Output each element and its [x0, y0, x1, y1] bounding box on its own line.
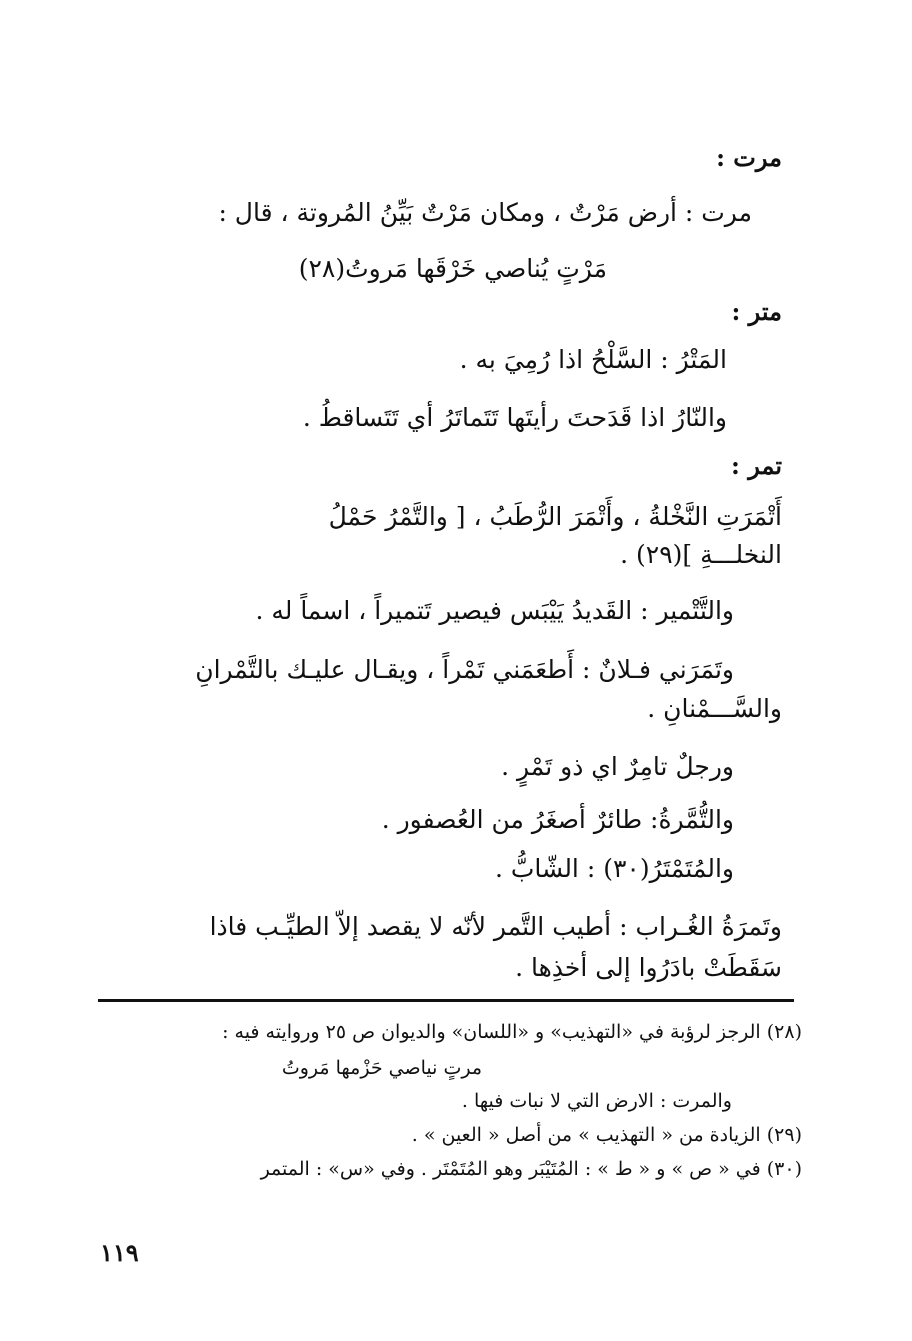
footnote-28-note: والمرت : الارض التي لا نبات فيها .: [461, 1090, 732, 1112]
entry-text: أَتْمَرَتِ النَّخْلةُ ، وأَتْمَرَ الرُّطَبُ ، [ والتَّمْرُ حَمْلُ: [328, 502, 782, 531]
page-number: ١١٩: [100, 1238, 139, 1267]
entry-text: والتَّتْمير : القَديدُ يَيْبَس فيصير تَتميراً ، اسماً له .: [255, 596, 734, 625]
entry-text: وتَمرَةُ الغُـراب : أطيب التَّمر لأنّه لا يقصد إلاّ الطيِّـب فاذا: [209, 912, 782, 941]
entry-heading-mart: مرت :: [716, 143, 782, 172]
entry-text: ورجلٌ تامِرٌ اي ذو تَمْرٍ .: [501, 752, 734, 781]
footnote-30: (٣٠) في « ص » و « ط » : المُتَيْبَر وهو المُتَمْتَر . وفي «س» : المتمر: [260, 1158, 802, 1180]
verse-line: مَرْتٍ يُناصي خَرْقَها مَروتُ(٢٨): [298, 254, 607, 283]
entry-text: المَتْرُ : السَّلْحُ اذا رُمِيَ به .: [459, 345, 727, 374]
entry-text: والسَّـــمْنانِ .: [647, 694, 782, 723]
entry-text: والتُّمَّرةُ: طائرٌ أصغَرُ من العُصفور .: [381, 805, 734, 834]
entry-text: مرت : أرض مَرْتٌ ، ومكان مَرْتٌ بَيِّنُ المُروتة ، قال :: [218, 198, 752, 227]
footnote-divider: [98, 999, 794, 1002]
footnote-29: (٢٩) الزيادة من « التهذيب » من أصل « العين » .: [411, 1124, 802, 1146]
entry-text: سَقَطَتْ بادَرُوا إلى أخذِها .: [515, 953, 782, 982]
entry-text: والمُتَمْتَرُ(٣٠) : الشّابُّ .: [494, 854, 734, 883]
entry-text: النخلـــةِ ](٢٩) .: [620, 540, 782, 569]
entry-text: وتَمَرَني فـلانٌ : أَطعَمَني تَمْراً ، ويقـال عليـك بالتَّمْرانِ: [195, 655, 734, 684]
entry-heading-matr: متر :: [731, 297, 782, 326]
footnote-28-verse: مرتٍ نياصي حَزْمها مَروتُ: [281, 1057, 482, 1079]
entry-heading-tamr: تمر :: [730, 451, 782, 480]
entry-text: والنّارُ اذا قَدَحتَ رأيتَها تَتَماتَرُ أي تَتَساقطُ .: [302, 403, 727, 432]
footnote-28: (٢٨) الرجز لرؤبة في «التهذيب» و «اللسان» والديوان ص ٢٥ وروايته فيه :: [222, 1021, 802, 1043]
